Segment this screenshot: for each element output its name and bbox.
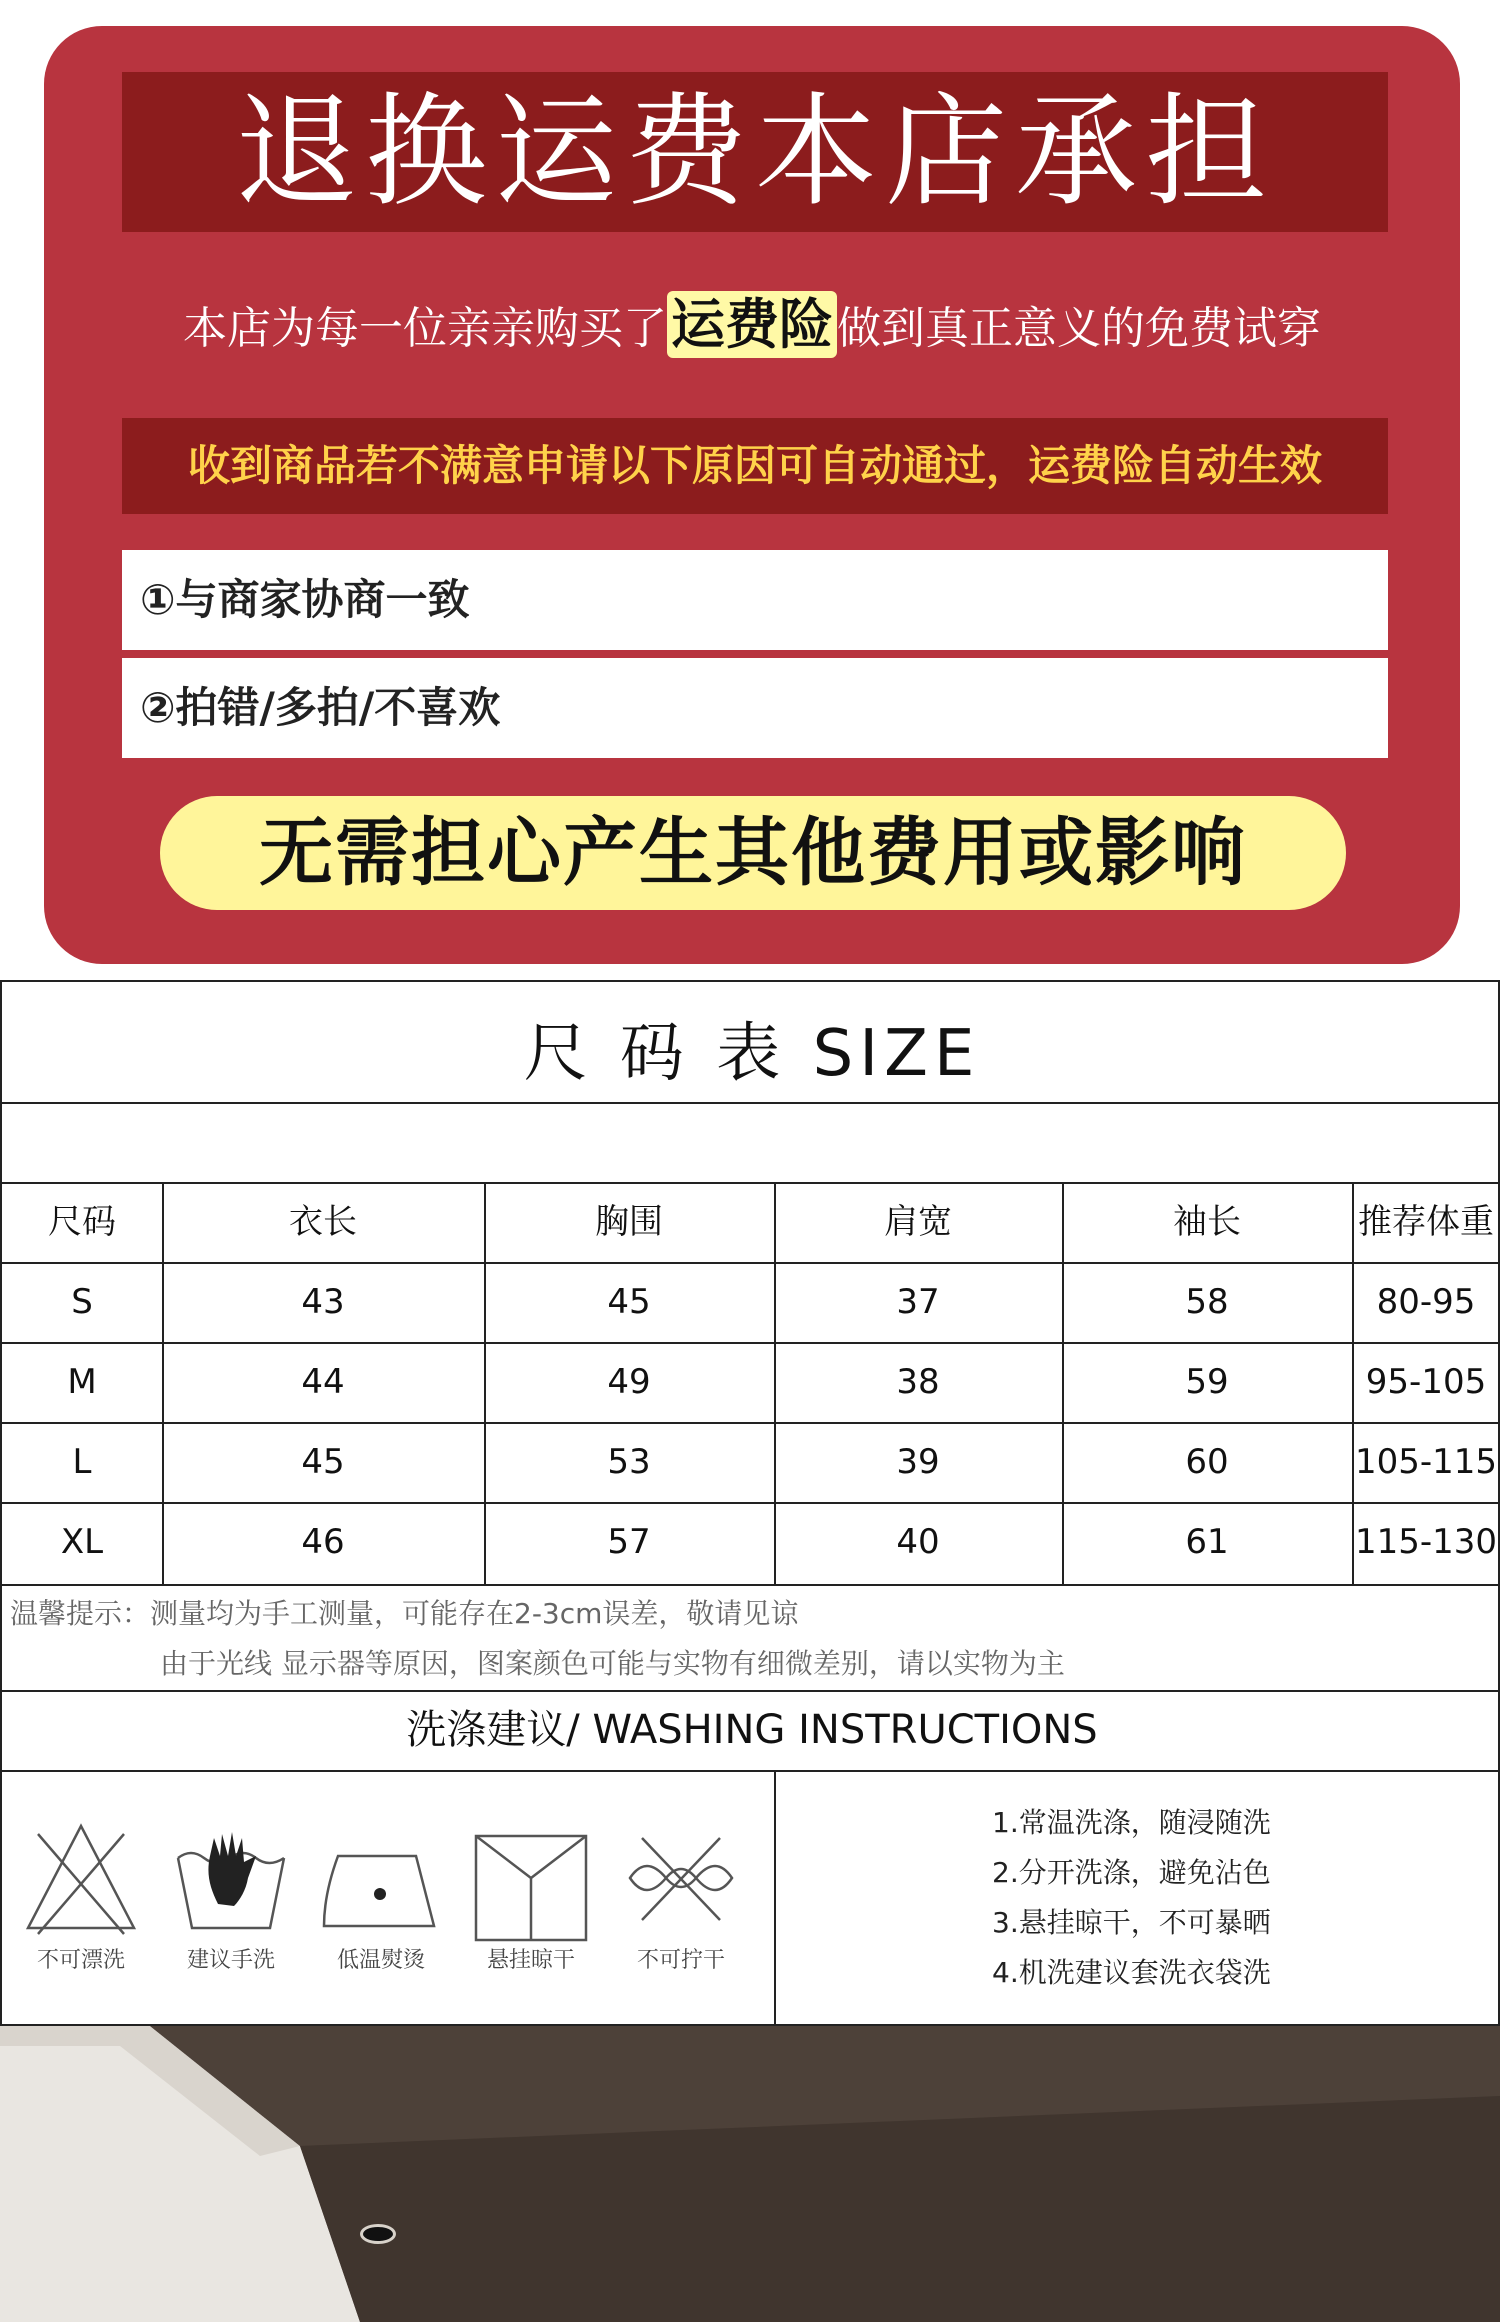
subtitle-before: 本店为每一位亲亲购买了 xyxy=(183,303,667,354)
column-header: 袖长 xyxy=(1173,1202,1241,1242)
shipping-insurance-banner xyxy=(44,26,1460,964)
table-cell: 95-105 xyxy=(1365,1362,1487,1402)
instruction-item: 4.机洗建议套洗衣袋洗 xyxy=(992,1956,1271,1989)
column-header: 肩宽 xyxy=(884,1202,952,1242)
table-cell: 38 xyxy=(896,1362,940,1402)
table-cell: 43 xyxy=(301,1282,345,1322)
column-header: 推荐体重 xyxy=(1358,1202,1494,1242)
wash-label: 建议手洗 xyxy=(186,1948,275,1973)
washing-instructions xyxy=(992,1798,1271,1998)
instruction-item: 3.悬挂晾干，不可暴晒 xyxy=(992,1906,1271,1939)
instruction-item: 1.常温洗涤，随浸随洗 xyxy=(992,1806,1271,1839)
table-cell: 61 xyxy=(1185,1522,1229,1562)
table-cell: 49 xyxy=(607,1362,651,1402)
banner-title-box xyxy=(122,72,1388,232)
size-chart-title: 尺 码 表 SIZE xyxy=(523,1017,981,1091)
subtitle-highlight: 运费险 xyxy=(667,291,837,358)
table-cell: 80-95 xyxy=(1376,1282,1476,1322)
subtitle-after: 做到真正意义的免费试穿 xyxy=(837,303,1321,354)
table-cell: S xyxy=(71,1282,93,1322)
table-cell: 39 xyxy=(896,1442,940,1482)
table-cell: M xyxy=(67,1362,97,1402)
color-tip: 由于光线 显示器等原因，图案颜色可能与实物有细微差别，请以实物为主 xyxy=(160,1647,1065,1680)
table-cell: 105-115 xyxy=(1354,1442,1498,1482)
table-cell: 57 xyxy=(607,1522,651,1562)
room-corner-photo xyxy=(0,2026,1500,2322)
column-header: 尺码 xyxy=(48,1202,116,1242)
table-cell: L xyxy=(72,1442,92,1482)
reason-item: ②拍错/多拍/不喜欢 xyxy=(122,658,1388,758)
table-cell: 37 xyxy=(896,1282,940,1322)
instruction-item: 2.分开洗涤，避免沾色 xyxy=(992,1856,1271,1889)
wash-label: 不可拧干 xyxy=(636,1948,725,1973)
hang-dry-icon xyxy=(466,1816,596,1956)
washing-title: 洗涤建议/ WASHING INSTRUCTIONS xyxy=(406,1707,1098,1753)
table-cell: 60 xyxy=(1185,1442,1229,1482)
banner-subtitle xyxy=(94,288,1410,366)
table-cell: 44 xyxy=(301,1362,345,1402)
banner-title: 退换运费本店承担 xyxy=(235,81,1275,223)
wash-label: 低温熨烫 xyxy=(336,1948,425,1973)
ceiling-light xyxy=(360,2224,396,2244)
table-cell: 45 xyxy=(301,1442,345,1482)
table-cell: 45 xyxy=(607,1282,651,1322)
size-chart xyxy=(0,980,1500,2026)
table-cell: 53 xyxy=(607,1442,651,1482)
wash-label: 悬挂晾干 xyxy=(486,1948,575,1973)
no-bleach-icon xyxy=(16,1816,146,1956)
column-header: 衣长 xyxy=(289,1202,357,1242)
no-worry-pill: 无需担心产生其他费用或影响 xyxy=(160,796,1346,910)
no-wring-icon xyxy=(616,1816,746,1956)
product-photo xyxy=(0,2026,1500,2322)
table-cell: 59 xyxy=(1185,1362,1229,1402)
wash-label: 不可漂洗 xyxy=(36,1948,125,1973)
table-cell: 46 xyxy=(301,1522,345,1562)
hand-wash-icon xyxy=(166,1816,296,1956)
reason-item: ①与商家协商一致 xyxy=(122,550,1388,650)
table-cell: XL xyxy=(60,1522,104,1562)
measurement-tip: 温馨提示：测量均为手工测量，可能存在2-3cm误差，敬请见谅 xyxy=(10,1597,799,1630)
table-cell: 40 xyxy=(896,1522,940,1562)
low-iron-icon xyxy=(316,1816,446,1956)
table-cell: 115-130 xyxy=(1354,1522,1498,1562)
table-cell: 58 xyxy=(1185,1282,1229,1322)
column-header: 胸围 xyxy=(595,1202,663,1242)
auto-approve-notice: 收到商品若不满意申请以下原因可自动通过，运费险自动生效 xyxy=(122,418,1388,514)
